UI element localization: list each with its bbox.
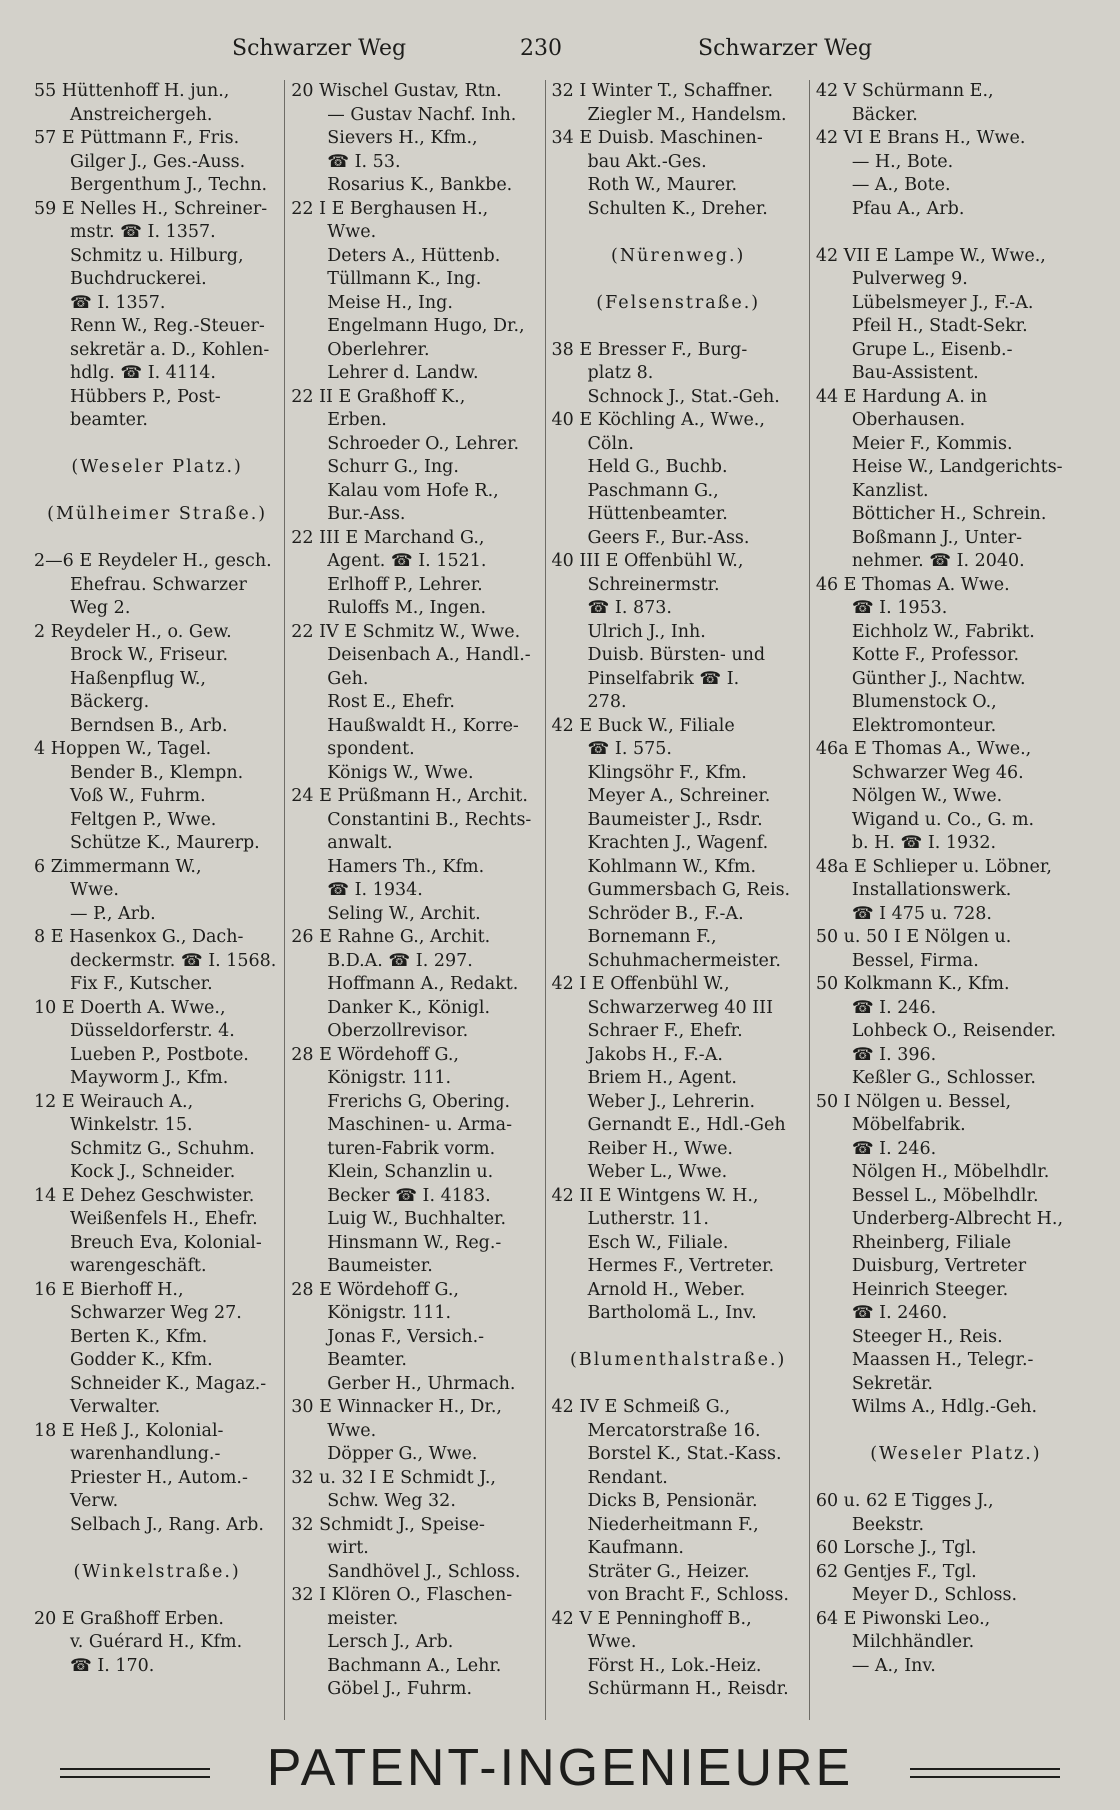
directory-line: Arnold H., Weber. (587, 1279, 746, 1300)
directory-line: Hamers Th., Kfm. (327, 856, 485, 877)
directory-line: Fix F., Kutscher. (70, 974, 213, 994)
directory-columns (28, 80, 1100, 1720)
directory-line: beamter. (70, 410, 148, 430)
directory-line: 26 E Rahne G., Archit. (291, 927, 491, 947)
directory-line: sekretär a. D., Kohlen- (70, 339, 270, 360)
directory-line: 8 E Hasenkox G., Dach- (34, 927, 244, 947)
spacer (816, 1420, 1096, 1444)
footer-banner: PATENT-INGENIEURE (266, 1739, 854, 1797)
directory-line: Nölgen W., Wwe. (851, 786, 1003, 806)
directory-line: 50 I Nölgen u. Bessel, (815, 1091, 1012, 1112)
directory-line: 40 III E Offenbühl W., (551, 551, 744, 571)
directory-line: 2 Reydeler H., o. Gew. (34, 621, 232, 642)
directory-line: Ulrich J., Inh. (587, 621, 706, 642)
directory-line: 42 IV E Schmeiß G., (551, 1397, 731, 1417)
directory-line: B.D.A. ☎ I. 297. (327, 950, 473, 971)
street-heading: (Blumenthalstraße.) (570, 1350, 787, 1370)
spacer (552, 315, 805, 339)
spacer (552, 1326, 805, 1350)
directory-line: Agent. ☎ I. 1521. (327, 551, 487, 571)
directory-line: Underberg-Albrecht H., (851, 1209, 1064, 1229)
directory-line: Kalau vom Hofe R., (327, 480, 499, 501)
directory-line: 64 E Piwonski Leo., (815, 1608, 991, 1629)
directory-line: Wwe. (70, 880, 119, 900)
directory-line: Nölgen H., Möbelhdlr. (851, 1162, 1050, 1182)
directory-line: Bessel L., Möbelhdlr. (851, 1185, 1039, 1206)
directory-line: Sekretär. (851, 1373, 933, 1394)
directory-line: Engelmann Hugo, Dr., (327, 316, 525, 336)
directory-line: Gummersbach G, Reis. (587, 880, 791, 900)
directory-line: Bender B., Klempn. (70, 762, 244, 783)
directory-line: Kanzlist. (851, 480, 929, 501)
column-1 (28, 80, 285, 1720)
directory-line: Schwarzer Weg 46. (851, 762, 1024, 783)
spacer (816, 1467, 1096, 1491)
directory-line: warenhandlung.- (70, 1444, 221, 1464)
directory-line: wirt. (327, 1538, 369, 1558)
directory-line: Berndsen B., Arb. (70, 715, 228, 736)
directory-line: Först H., Lok.-Heiz. (587, 1655, 762, 1676)
directory-line: Grupe L., Eisenb.- (851, 339, 1013, 360)
street-heading: (Weseler Platz.) (870, 1444, 1042, 1464)
directory-line: Winkelstr. 15. (70, 1115, 193, 1135)
directory-line: 10 E Doerth A. Wwe., (34, 997, 226, 1018)
directory-line: ☎ I. 1953. (851, 598, 948, 618)
directory-line: Schnock J., Stat.-Geh. (587, 386, 780, 407)
directory-line: Schuhmachermeister. (587, 950, 781, 971)
directory-line: 28 E Wördehoff G., (291, 1044, 459, 1065)
directory-line: Geers F., Bur.-Ass. (587, 527, 750, 548)
directory-line: 22 I E Berghausen H., (291, 198, 489, 219)
directory-line: Oberzollrevisor. (327, 1021, 469, 1041)
directory-line: Eichholz W., Fabrikt. (851, 621, 1035, 642)
directory-line: 60 u. 62 E Tigges J., (815, 1491, 994, 1511)
directory-line: 42 VI E Brans H., Wwe. (815, 128, 1026, 148)
directory-line: Schwarzerweg 40 III (587, 997, 773, 1018)
directory-line: Buchdruckerei. (70, 269, 207, 289)
directory-line: Erlhoff P., Lehrer. (327, 574, 483, 595)
directory-line: Bur.-Ass. (327, 504, 406, 524)
directory-line: 50 Kolkmann K., Kfm. (815, 974, 1010, 994)
directory-line: ☎ I. 2460. (851, 1303, 948, 1323)
directory-line: Lübelsmeyer J., F.-A. (851, 292, 1034, 313)
directory-line: Schröder B., F.-A. (587, 903, 744, 924)
directory-line: Meise H., Ing. (327, 292, 453, 313)
spacer (34, 1537, 280, 1561)
directory-line: ☎ I. 53. (327, 151, 401, 172)
directory-line: Krachten J., Wagenf. (587, 833, 769, 853)
directory-line: Heinrich Steeger. (851, 1279, 1009, 1300)
directory-line: 59 E Nelles H., Schreiner- (34, 198, 268, 219)
directory-line: Möbelfabrik. (851, 1115, 966, 1135)
directory-line: Bötticher H., Schrein. (851, 504, 1047, 524)
directory-line: 22 IV E Schmitz W., Wwe. (291, 621, 521, 642)
directory-line: 57 E Püttmann F., Fris. (34, 128, 240, 148)
column-4 (810, 80, 1100, 1720)
left-double-rule (60, 1768, 210, 1778)
directory-line: Boßmann J., Unter- (851, 527, 1023, 548)
spacer (34, 527, 280, 551)
directory-line: Deters A., Hüttenb. (327, 245, 501, 266)
directory-line: Oberhausen. (851, 410, 966, 430)
directory-line: Rost E., Ehefr. (327, 692, 455, 712)
directory-line: Hüttenbeamter. (587, 504, 728, 524)
directory-line: 12 E Weirauch A., (34, 1091, 194, 1112)
directory-line: 46a E Thomas A., Wwe., (815, 739, 1032, 759)
street-heading: (Weseler Platz.) (71, 457, 243, 477)
directory-line: Wigand u. Co., G. m. (851, 809, 1035, 830)
directory-line: nehmer. ☎ I. 2040. (851, 551, 1025, 571)
directory-line: Wwe. (327, 222, 377, 242)
header-right-title: Schwarzer Weg (698, 36, 873, 61)
directory-line: Lohbeck O., Reisender. (851, 1021, 1057, 1041)
directory-line: Verw. (70, 1491, 119, 1511)
directory-line: von Bracht F., Schloss. (587, 1585, 789, 1605)
directory-line: Baumeister. (327, 1256, 433, 1276)
directory-line: Haßenpflug W., (70, 668, 206, 689)
directory-line: Bäcker. (851, 104, 918, 125)
directory-line: Anstreichergeh. (70, 104, 213, 125)
directory-line: 42 I E Offenbühl W., (551, 974, 730, 994)
directory-line: Keßler G., Schlosser. (851, 1068, 1036, 1088)
directory-line: Kaufmann. (587, 1538, 684, 1558)
directory-line: Selbach J., Rang. Arb. (70, 1514, 264, 1535)
directory-line: hdlg. ☎ I. 4114. (70, 363, 216, 383)
directory-line: v. Guérard H., Kfm. (70, 1632, 243, 1652)
directory-line: Hübbers P., Post- (70, 386, 221, 407)
directory-line: Bornemann F., (587, 927, 717, 947)
directory-line: Baumeister J., Rsdr. (587, 809, 763, 830)
directory-line: Briem H., Agent. (587, 1068, 737, 1088)
directory-line: platz 8. (587, 363, 654, 383)
directory-line: Sievers H., Kfm., (327, 128, 478, 148)
directory-line: spondent. (327, 739, 415, 759)
directory-line: 6 Zimmermann W., (34, 856, 202, 877)
directory-line: Schroeder O., Lehrer. (327, 433, 520, 454)
directory-line: Constantini B., Rechts- (327, 809, 532, 830)
directory-line: meister. (327, 1608, 399, 1629)
directory-line: Dicks B, Pensionär. (587, 1491, 758, 1511)
directory-line: — P., Arb. (70, 903, 156, 924)
directory-line: Schmitz u. Hilburg, (70, 245, 244, 266)
directory-line: 18 E Heß J., Kolonial- (34, 1420, 224, 1441)
directory-line: 28 E Wördehoff G., (291, 1279, 459, 1300)
directory-line: Lersch J., Arb. (327, 1632, 454, 1652)
directory-line: ☎ I 475 u. 728. (851, 903, 992, 924)
directory-line: Sträter G., Heizer. (587, 1561, 750, 1582)
directory-line: Schraer F., Ehefr. (587, 1021, 743, 1041)
street-heading: (Nürenweg.) (611, 245, 746, 266)
directory-line: Weg 2. (70, 598, 131, 618)
directory-line: Niederheitmann F., (587, 1514, 759, 1535)
directory-line: 44 E Hardung A. in (815, 386, 988, 407)
directory-line: Elektromonteur. (851, 715, 997, 736)
directory-line: Maassen H., Telegr.- (851, 1350, 1034, 1370)
directory-line: Pfeil H., Stadt-Sekr. (851, 316, 1028, 336)
directory-line: Becker ☎ I. 4183. (327, 1185, 491, 1206)
directory-line: Ruloffs M., Ingen. (327, 598, 487, 618)
spacer (34, 433, 280, 457)
column-3 (546, 80, 810, 1720)
directory-line: — A., Bote. (851, 175, 951, 195)
directory-line: ☎ I. 1934. (327, 880, 423, 900)
directory-line: turen-Fabrik vorm. (327, 1138, 496, 1159)
directory-line: Geh. (327, 668, 369, 689)
directory-line: — A., Inv. (851, 1655, 936, 1676)
directory-line: Schwarzer Weg 27. (70, 1303, 242, 1323)
directory-line: Kotte F., Professor. (851, 645, 1020, 665)
directory-line: Seling W., Archit. (327, 903, 481, 924)
directory-line: 42 II E Wintgens W. H., (551, 1185, 759, 1206)
header-left-title: Schwarzer Weg (232, 36, 407, 61)
directory-line: Beekstr. (851, 1514, 925, 1535)
directory-line: ☎ I. 396. (851, 1044, 937, 1065)
directory-line: 22 III E Marchand G., (291, 527, 485, 548)
directory-line: b. H. ☎ I. 1932. (851, 833, 997, 853)
directory-line: Rendant. (587, 1467, 668, 1488)
directory-line: Heise W., Landgerichts- (851, 457, 1063, 477)
directory-line: Held G., Buchb. (587, 457, 728, 477)
directory-line: Sandhövel J., Schloss. (327, 1561, 521, 1582)
directory-line: Pinselfabrik ☎ I. (587, 668, 740, 689)
directory-line: Erben. (327, 410, 387, 430)
directory-line: 4 Hoppen W., Tagel. (34, 739, 212, 759)
directory-line: Klein, Schanzlin u. (327, 1162, 494, 1182)
directory-line: 60 Lorsche J., Tgl. (815, 1538, 977, 1558)
directory-line: Oberlehrer. (327, 339, 430, 360)
directory-line: Königs W., Wwe. (327, 762, 474, 783)
spacer (552, 268, 805, 292)
directory-line: Priester H., Autom.- (70, 1467, 248, 1488)
directory-line: Berten K., Kfm. (70, 1326, 208, 1347)
directory-line: Gernandt E., Hdl.-Geh (587, 1115, 786, 1135)
directory-line: anwalt. (327, 833, 393, 853)
directory-line: Göbel J., Fuhrm. (327, 1679, 473, 1699)
directory-line: Verwalter. (70, 1397, 161, 1417)
directory-line: 48a E Schlieper u. Löbner, (815, 856, 1052, 877)
directory-line: Döpper G., Wwe. (327, 1444, 478, 1464)
directory-line: Bessel, Firma. (851, 950, 979, 971)
directory-line: Bachmann A., Lehr. (327, 1655, 502, 1676)
directory-line: Meyer A., Schreiner. (587, 786, 771, 806)
directory-line: 42 E Buck W., Filiale (551, 715, 735, 736)
directory-line: mstr. ☎ I. 1357. (70, 222, 216, 242)
directory-line: 34 E Duisb. Maschinen- (551, 128, 763, 148)
directory-line: warengeschäft. (70, 1256, 207, 1276)
directory-line: 16 E Bierhoff H., (34, 1279, 184, 1300)
directory-line: ☎ I. 575. (587, 739, 672, 759)
street-heading: (Winkelstraße.) (73, 1561, 241, 1582)
directory-line: Mercatorstraße 16. (587, 1420, 761, 1441)
directory-line: Wilms A., Hdlg.-Geh. (851, 1397, 1038, 1417)
street-heading: (Felsenstraße.) (596, 292, 761, 313)
directory-line: ☎ I. 170. (70, 1655, 155, 1676)
directory-line: Hermes F., Vertreter. (587, 1256, 775, 1276)
directory-line: 42 VII E Lampe W., Wwe., (815, 245, 1046, 266)
directory-line: Haußwaldt H., Korre- (327, 715, 519, 736)
directory-line: Ziegler M., Handelsm. (587, 104, 787, 125)
directory-line: bau Akt.-Ges. (587, 151, 707, 172)
directory-line: Schurr G., Ing. (327, 457, 459, 477)
directory-line: 42 V E Penninghoff B., (551, 1608, 752, 1629)
spacer (34, 480, 280, 504)
directory-line: Lueben P., Postbote. (70, 1044, 249, 1065)
directory-line: Weber L., Wwe. (587, 1162, 728, 1182)
directory-line: Bartholomä L., Inv. (587, 1303, 757, 1323)
directory-line: Blumenstock O., (851, 692, 997, 712)
directory-line: Pfau A., Arb. (851, 198, 965, 219)
directory-line: 42 V Schürmann E., (815, 81, 994, 101)
spacer (34, 1584, 280, 1608)
directory-line: Frerichs G, Obering. (327, 1091, 511, 1112)
directory-line: Schulten K., Dreher. (587, 198, 768, 219)
directory-line: Deisenbach A., Handl.- (327, 645, 531, 665)
directory-line: Schürmann H., Reisdr. (587, 1679, 789, 1699)
directory-line: Voß W., Fuhrm. (70, 786, 206, 806)
directory-line: 32 Schmidt J., Speise- (291, 1514, 485, 1535)
page-header (0, 28, 1120, 68)
directory-line: Lutherstr. 11. (587, 1209, 709, 1229)
directory-line: Maschinen- u. Arma- (327, 1115, 512, 1135)
directory-line: Godder K., Kfm. (70, 1350, 213, 1370)
directory-line: Gerber H., Uhrmach. (327, 1373, 516, 1394)
directory-line: Mayworm J., Kfm. (70, 1068, 229, 1088)
directory-line: Steeger H., Reis. (851, 1326, 1003, 1347)
advertisement-footer (40, 1738, 1080, 1798)
directory-line: Hoffmann A., Redakt. (327, 974, 519, 994)
directory-line: Esch W., Filiale. (587, 1232, 729, 1253)
directory-line: 55 Hüttenhoff H. jun., (34, 81, 230, 101)
directory-line: 20 E Graßhoff Erben. (34, 1608, 224, 1629)
directory-line: Breuch Eva, Kolonial- (70, 1232, 262, 1253)
directory-line: ☎ I. 246. (851, 1138, 937, 1159)
directory-line: Schmitz G., Schuhm. (70, 1138, 255, 1159)
directory-line: Bergenthum J., Techn. (70, 175, 268, 195)
directory-line: Paschmann G., (587, 480, 719, 501)
directory-line: 22 II E Graßhoff K., (291, 386, 466, 407)
directory-line: Königstr. 111. (327, 1303, 452, 1323)
directory-line: 20 Wischel Gustav, Rtn. (291, 81, 502, 101)
spacer (816, 221, 1096, 245)
directory-line: Rosarius K., Bankbe. (327, 175, 513, 195)
directory-line: Danker K., Königl. (327, 997, 491, 1018)
directory-line: Weber J., Lehrerin. (587, 1091, 756, 1112)
directory-line: Jonas F., Versich.- (327, 1326, 485, 1347)
directory-line: Bäckerg. (70, 692, 150, 712)
directory-line: 32 I Winter T., Schaffner. (551, 81, 774, 101)
directory-line: 46 E Thomas A. Wwe. (815, 574, 1010, 595)
directory-line: 62 Gentjes F., Tgl. (815, 1561, 977, 1582)
directory-line: Meyer D., Schloss. (851, 1585, 1018, 1605)
directory-line: 278. (587, 692, 627, 712)
directory-line: Duisb. Bürsten- und (587, 645, 766, 665)
directory-line: deckermstr. ☎ I. 1568. (70, 950, 277, 971)
directory-line: Ehefrau. Schwarzer (70, 574, 247, 595)
directory-line: Reiber H., Wwe. (587, 1138, 733, 1159)
directory-line: Königstr. 111. (327, 1068, 452, 1088)
directory-line: Pulverweg 9. (851, 269, 968, 289)
directory-line: 2—6 E Reydeler H., gesch. (34, 551, 272, 571)
directory-line: Feltgen P., Wwe. (70, 809, 217, 830)
spacer (552, 1373, 805, 1397)
spacer (552, 221, 805, 245)
directory-line: Kock J., Schneider. (70, 1162, 236, 1182)
directory-line: 32 I Klören O., Flaschen- (291, 1585, 513, 1605)
column-2 (285, 80, 545, 1720)
directory-line: Rheinberg, Filiale (851, 1232, 1012, 1253)
directory-line: Borstel K., Stat.-Kass. (587, 1444, 782, 1464)
directory-line: ☎ I. 246. (851, 997, 937, 1018)
directory-line: Milchhändler. (851, 1632, 975, 1652)
directory-line: 30 E Winnacker H., Dr., (291, 1397, 502, 1417)
directory-line: Schreinermstr. (587, 574, 720, 595)
directory-line: Düsseldorferstr. 4. (70, 1021, 235, 1041)
directory-line: Schw. Weg 32. (327, 1491, 456, 1511)
directory-line: Duisburg, Vertreter (851, 1256, 1027, 1276)
directory-line: Schütze K., Maurerp. (70, 833, 260, 853)
directory-line: — Gustav Nachf. Inh. (327, 104, 517, 125)
directory-line: Jakobs H., F.-A. (587, 1044, 723, 1065)
street-heading: (Mülheimer Straße.) (47, 504, 268, 524)
right-double-rule (910, 1768, 1060, 1778)
page-number: 230 (520, 36, 562, 61)
directory-line: ☎ I. 873. (587, 598, 672, 618)
directory-line: Meier F., Kommis. (851, 433, 1013, 454)
directory-line: Beamter. (327, 1350, 407, 1370)
directory-line: Roth W., Maurer. (587, 175, 738, 195)
directory-line: 32 u. 32 I E Schmidt J., (291, 1467, 496, 1488)
directory-line: Bau-Assistent. (851, 363, 979, 383)
directory-line: — H., Bote. (851, 151, 954, 172)
directory-line: Cöln. (587, 433, 634, 454)
directory-line: Hinsmann W., Reg.- (327, 1232, 502, 1253)
directory-line: 14 E Dehez Geschwister. (34, 1185, 255, 1206)
directory-line: Brock W., Friseur. (70, 645, 229, 665)
directory-line: Lehrer d. Landw. (327, 363, 479, 383)
directory-line: Günther J., Nachtw. (851, 668, 1026, 689)
directory-line: Wwe. (327, 1420, 377, 1441)
directory-line: Weißenfels H., Ehefr. (70, 1209, 258, 1229)
directory-line: Klingsöhr F., Kfm. (587, 762, 747, 783)
directory-line: 24 E Prüßmann H., Archit. (291, 786, 528, 806)
directory-line: Wwe. (587, 1632, 637, 1652)
directory-line: Gilger J., Ges.-Auss. (70, 151, 246, 172)
directory-line: Installationswerk. (851, 880, 1012, 900)
directory-line: 40 E Köchling A., Wwe., (551, 410, 765, 430)
directory-line: Tüllmann K., Ing. (327, 269, 482, 289)
directory-line: Schneider K., Magaz.- (70, 1373, 267, 1394)
directory-line: Kohlmann W., Kfm. (587, 856, 757, 877)
directory-line: 38 E Bresser F., Burg- (551, 339, 748, 360)
directory-line: Renn W., Reg.-Steuer- (70, 316, 265, 336)
directory-line: 50 u. 50 I E Nölgen u. (815, 927, 1012, 947)
directory-line: ☎ I. 1357. (70, 292, 166, 313)
directory-line: Luig W., Buchhalter. (327, 1209, 507, 1229)
